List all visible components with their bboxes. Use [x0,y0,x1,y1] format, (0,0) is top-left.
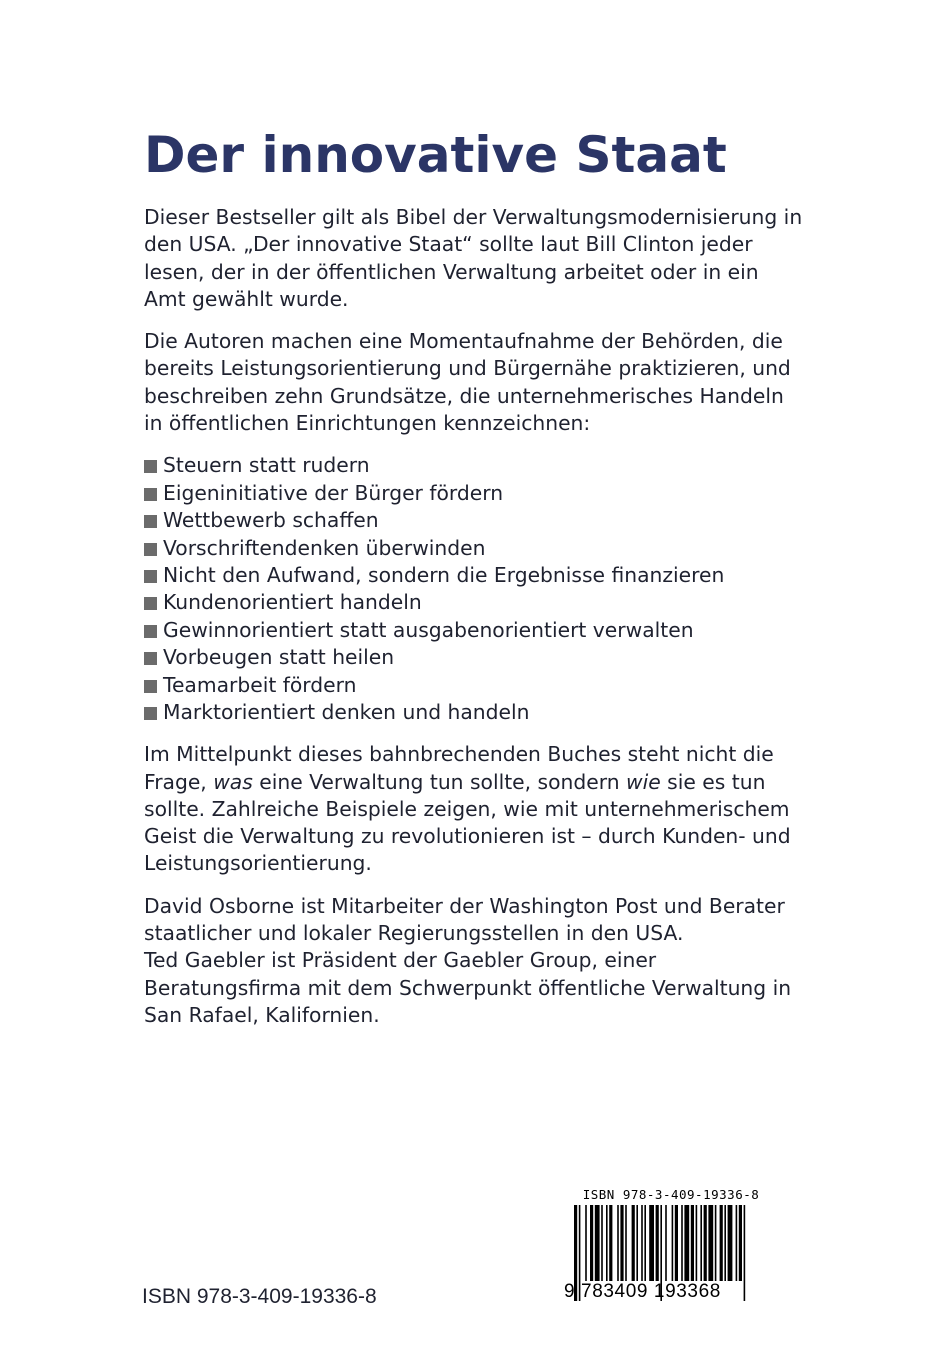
barcode-bar [656,1205,659,1281]
square-bullet-icon [144,680,157,693]
barcode-isbn-label: ISBN 978-3-409-19336-8 [582,1187,760,1202]
square-bullet-icon [144,543,157,556]
list-item-text: Steuern statt rudern [163,453,370,478]
barcode [560,1187,782,1303]
barcode-bar [724,1205,726,1281]
list-item [144,507,804,534]
barcode-bar [606,1205,608,1281]
list-item [144,562,804,589]
barcode-bar [609,1205,612,1281]
barcode-bar [601,1205,603,1281]
author-gaebler: Ted Gaebler ist Präsident der Gaebler Group, einer Beratungsfirma mit dem Schwerpunkt öffentliche Verwaltung in San Rafael, Kalifornien. [144,948,792,1027]
barcode-bar [649,1205,654,1281]
list-item-text: Teamarbeit fördern [163,672,357,697]
list-item-text: Kundenorientiert handeln [163,590,422,615]
list-item-text: Gewinnorientiert statt ausgabenorientiert verwalten [163,617,694,642]
focus-text-2: eine Verwaltung tun sollte, sondern [252,769,627,794]
list-item [144,535,804,562]
author-osborne: David Osborne ist Mitarbeiter der Washington Post und Berater staatlicher und lokaler Regierungsstellen in den USA. [144,893,785,946]
list-item [144,480,804,507]
barcode-bar [641,1205,643,1281]
barcode-bar [684,1205,689,1281]
list-item-text: Nicht den Aufwand, sondern die Ergebnisse finanzieren [163,562,725,587]
list-item [144,452,804,479]
barcode-bar [632,1205,635,1281]
square-bullet-icon [144,460,157,473]
list-item [144,589,804,616]
list-item-text: Marktorientiert denken und handeln [163,699,530,724]
focus-emphasis-wie: wie [626,769,661,794]
barcode-bar [590,1205,593,1281]
barcode-bar [704,1205,707,1281]
focus-emphasis-was: was [213,769,253,794]
book-title: Der innovative Staat [144,126,727,184]
square-bullet-icon [144,488,157,501]
barcode-bar [700,1205,702,1281]
focus-text-1: Im Mittelpunkt dieses bahnbrechenden Buches steht nicht die Frage, [144,742,774,794]
square-bullet-icon [144,652,157,665]
list-item-text: Eigeninitiative der Bürger fördern [163,480,504,505]
list-item [144,617,804,644]
list-item [144,672,804,699]
list-item [144,644,804,671]
list-item-text: Wettbewerb schaffen [163,508,379,533]
barcode-bar [715,1205,717,1281]
barcode-bar [617,1205,619,1281]
barcode-bar [595,1205,600,1281]
list-item-text: Vorschriftendenken überwinden [163,535,486,560]
square-bullet-icon [144,570,157,583]
list-item-text: Vorbeugen statt heilen [163,645,395,670]
principles-list [144,452,804,726]
square-bullet-icon [144,707,157,720]
barcode-bar [585,1205,587,1281]
square-bullet-icon [144,515,157,528]
barcode-bar [665,1205,667,1281]
barcode-bar [691,1205,694,1281]
focus-paragraph [144,741,804,877]
barcode-bar [681,1205,683,1281]
authors-approach-paragraph: Die Autoren machen eine Momentaufnahme der Behörden, die bereits Leistungsorientierung und Bürgernähe praktizieren, und beschreiben zehn Grundsätze, die unternehmerisches Handeln in öffentlichen Einrichtungen kennzeichnen: [144,329,791,436]
barcode-bar [675,1205,678,1281]
barcode-bar [644,1205,646,1281]
barcode-bar [620,1205,623,1281]
barcode-bar [728,1205,733,1281]
barcode-bar [708,1205,713,1281]
square-bullet-icon [144,597,157,610]
barcode-bar [696,1205,698,1281]
barcode-bar [739,1205,742,1281]
square-bullet-icon [144,625,157,638]
back-cover-text [144,204,804,1044]
isbn-footer: ISBN 978-3-409-19336-8 [142,1285,377,1308]
barcode-bar [636,1205,638,1281]
list-item [144,699,804,726]
focus-text-3: sie es tun sollte. Zahlreiche Beispiele zeigen, wie mit unternehmerischem Geist die Verwaltung zu revolutionieren ist – durch Kunden- und Leistungsorientierung. [144,769,791,876]
authors-paragraph [144,893,804,1029]
barcode-bar [720,1205,723,1281]
intro-paragraph: Dieser Bestseller gilt als Bibel der Verwaltungsmodernisierung in den USA. „Der innovative Staat“ sollte laut Bill Clinton jeder lesen, der in der öffentlichen Verwaltung arbeitet oder in ein Amt gewählt wurde. [144,205,803,311]
barcode-bar [625,1205,627,1281]
barcode-bar [736,1205,738,1281]
barcode-bar [672,1205,674,1281]
barcode-digits: 9 783409 193368 [564,1281,721,1302]
